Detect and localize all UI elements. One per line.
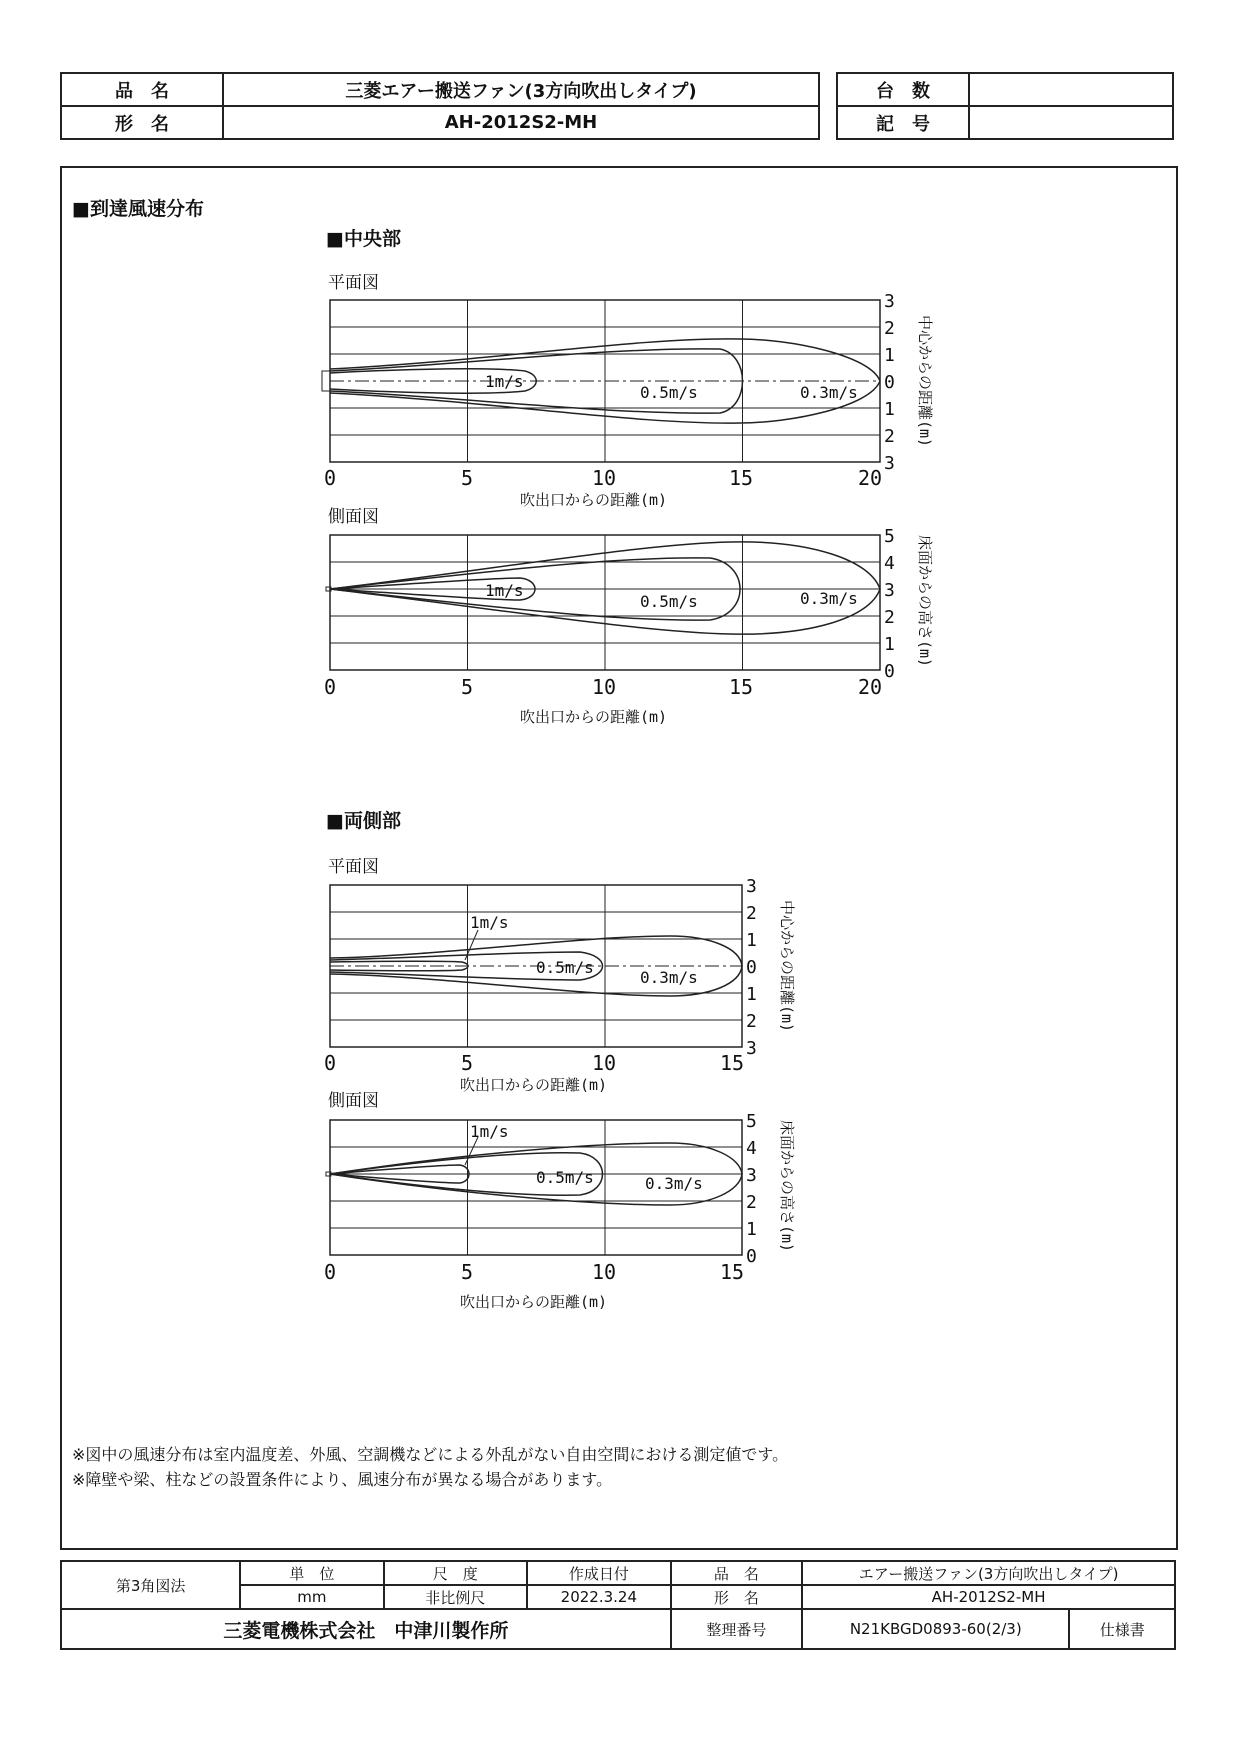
y-tick: 3 [884,453,895,474]
contour-label-2: 0.5m/s [536,958,594,977]
x-tick: 15 [720,1260,745,1284]
contour-label-2: 0.5m/s [536,1168,594,1187]
y-tick: 2 [746,1192,757,1213]
count-label: 台 数 [837,73,969,106]
mark-label: 記 号 [837,106,969,139]
central-plan-label: 平面図 [328,273,379,293]
y-tick: 3 [746,1165,757,1186]
contour-label-1: 1m/s [485,372,524,391]
y-tick: 3 [884,580,895,601]
unit-label: 単 位 [240,1561,383,1585]
sides-title: ■両側部 [326,810,401,832]
x-tick: 15 [729,675,754,699]
y-axis-label: 床面からの高さ(m) [778,1120,796,1253]
y-tick: 5 [884,526,895,547]
sides-plan-label: 平面図 [328,857,379,877]
y-tick: 2 [746,1011,757,1032]
sides-side-chart [310,1111,800,1325]
central-side-label: 側面図 [328,507,379,527]
x-tick: 0 [324,1260,337,1284]
y-tick: 1 [746,1219,757,1240]
name-value: 三菱エアー搬送ファン(3方向吹出しタイプ) [223,73,819,106]
contour-label-2: 0.5m/s [640,592,698,611]
x-axis-label: 吹出口からの距離(m) [460,1076,608,1094]
y-tick: 1 [884,345,895,366]
scale-value: 非比例尺 [384,1585,527,1609]
x-tick: 15 [720,1051,745,1075]
x-tick: 0 [324,1051,337,1075]
x-tick: 0 [324,675,337,699]
y-tick: 2 [884,607,895,628]
x-tick: 10 [592,1260,617,1284]
y-tick: 5 [746,1111,757,1132]
contour-label-2: 0.5m/s [640,383,698,402]
contour-label-1: 1m/s [470,913,509,932]
x-tick: 10 [592,675,617,699]
x-tick: 5 [461,466,474,490]
y-tick: 1 [746,984,757,1005]
scale-label: 尺 度 [384,1561,527,1585]
header-count-table [836,72,1174,140]
doc-type: 仕様書 [1069,1609,1175,1649]
y-tick: 0 [884,372,895,393]
unit-value: mm [240,1585,383,1609]
contour-label-3: 0.3m/s [800,383,858,402]
date-label: 作成日付 [527,1561,671,1585]
x-tick: 15 [729,466,754,490]
x-tick: 0 [324,466,337,490]
x-tick: 20 [858,466,883,490]
name-label: 品 名 [61,73,223,106]
title-block [60,1560,1176,1650]
y-tick: 4 [884,553,895,574]
central-plan-chart [310,291,934,510]
model-value: AH-2012S2-MH [802,1585,1175,1609]
contour-label-3: 0.3m/s [640,968,698,987]
y-tick: 0 [746,957,757,978]
contour-label-3: 0.3m/s [645,1174,703,1193]
sides-side-label: 側面図 [328,1091,379,1111]
y-tick: 2 [884,318,895,339]
model-label: 形 名 [61,106,223,139]
y-tick: 1 [746,930,757,951]
sides-plan-chart [310,876,800,1095]
company: 三菱電機株式会社 中津川製作所 [61,1609,671,1649]
note-2: ※障壁や梁、柱などの設置条件により、風速分布が異なる場合があります。 [72,1470,613,1489]
header-table [60,72,820,140]
y-axis-label: 中心からの距離(m) [778,900,796,1033]
ref-value: N21KBGD0893-60(2/3) [802,1609,1069,1649]
y-tick: 3 [746,876,757,897]
mark-value [969,106,1173,139]
y-tick: 0 [746,1246,757,1267]
x-axis-label: 吹出口からの距離(m) [460,1293,608,1311]
x-axis-label: 吹出口からの距離(m) [520,708,668,726]
y-tick: 3 [884,291,895,312]
count-value [969,73,1173,106]
x-axis-label: 吹出口からの距離(m) [520,491,668,509]
y-tick: 0 [884,661,895,682]
y-tick: 2 [746,903,757,924]
projection: 第3角図法 [61,1561,240,1609]
y-axis-label: 中心からの距離(m) [916,315,934,448]
y-axis-label: 床面からの高さ(m) [916,535,934,668]
note-1: ※図中の風速分布は室内温度差、外風、空調機などによる外乱がない自由空間における測定値です。 [72,1445,789,1464]
x-tick: 10 [592,466,617,490]
section-title: ■到達風速分布 [72,198,204,220]
y-tick: 3 [746,1038,757,1059]
y-tick: 1 [884,399,895,420]
contour-label-3: 0.3m/s [800,589,858,608]
y-tick: 1 [884,634,895,655]
central-title: ■中央部 [326,228,401,250]
ref-label: 整理番号 [671,1609,802,1649]
name-label: 品 名 [671,1561,802,1585]
central-side-chart [310,526,934,740]
x-tick: 20 [858,675,883,699]
date-value: 2022.3.24 [527,1585,671,1609]
y-tick: 4 [746,1138,757,1159]
name-value: エアー搬送ファン(3方向吹出しタイプ) [802,1561,1175,1585]
x-tick: 10 [592,1051,617,1075]
x-tick: 5 [461,1260,474,1284]
contour-label-1: 1m/s [470,1122,509,1141]
y-tick: 2 [884,426,895,447]
model-value: AH-2012S2-MH [223,106,819,139]
model-label: 形 名 [671,1585,802,1609]
x-tick: 5 [461,675,474,699]
x-tick: 5 [461,1051,474,1075]
contour-label-1: 1m/s [485,581,524,600]
